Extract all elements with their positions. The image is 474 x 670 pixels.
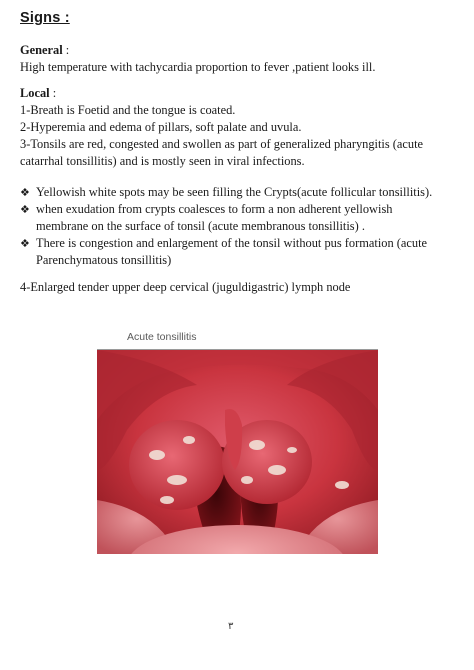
throat-photo	[97, 350, 378, 554]
tonsillitis-figure	[97, 326, 378, 554]
bullet-item	[20, 184, 468, 201]
bullet-item	[20, 235, 468, 269]
bullet-1-line-1: Yellowish white spots may be seen filling the Crypts(acute follicular tonsillitis).	[36, 185, 433, 199]
local-item-3: 3-Tonsils are red, congested and swollen as part of generalized pharyngitis (acute	[20, 137, 424, 151]
general-section	[20, 42, 468, 76]
local-label: Local	[20, 86, 50, 100]
bullet-diamond-icon: ❖	[20, 237, 30, 250]
section-heading: Signs :	[20, 10, 70, 26]
general-label: General	[20, 43, 63, 57]
page-number: ٣	[228, 621, 234, 632]
local-item-2: 2-Hyperemia and edema of pillars, soft palate and uvula.	[20, 120, 302, 134]
bullet-diamond-icon: ❖	[20, 186, 30, 199]
item-4-text: 4-Enlarged tender upper deep cervical (juguldigastric) lymph node	[20, 280, 351, 294]
general-colon: :	[62, 43, 70, 57]
local-section	[20, 85, 468, 170]
left-tonsil	[129, 420, 225, 510]
general-text: High temperature with tachycardia proportion to fever ,patient looks ill.	[20, 60, 376, 74]
local-item-1: 1-Breath is Foetid and the tongue is coated.	[20, 103, 236, 117]
figure-title: Acute tonsillitis	[127, 331, 197, 343]
bullet-3-line-1: There is congestion and enlargement of the tonsil without pus formation (acute	[36, 236, 428, 250]
bullet-item	[20, 201, 468, 235]
bullet-2-line-2: membrane on the surface of tonsil (acute membranous tonsillitis) .	[36, 219, 365, 233]
bullet-diamond-icon: ❖	[20, 203, 30, 216]
bullet-list	[20, 184, 468, 269]
local-colon: :	[49, 86, 57, 100]
item-4	[20, 279, 468, 296]
bullet-2-line-1: when exudation from crypts coalesces to form a non adherent yellowish	[36, 202, 393, 216]
local-item-3-cont: catarrhal tonsillitis) and is mostly seen in viral infections.	[20, 154, 305, 168]
bullet-3-line-2: Parenchymatous tonsillitis)	[36, 253, 172, 267]
